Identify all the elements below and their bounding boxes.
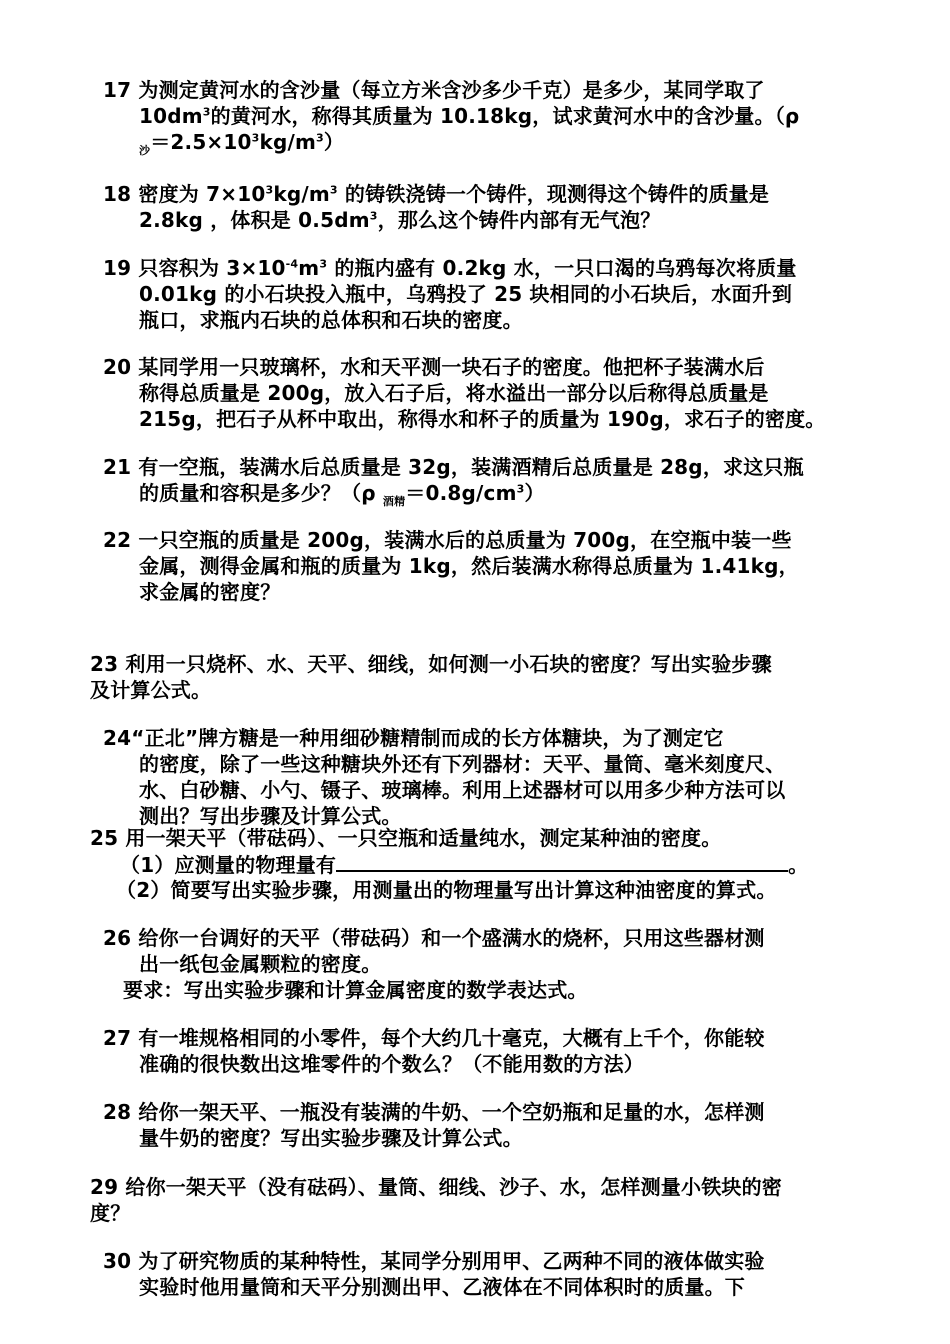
superscript: -4 bbox=[285, 257, 299, 271]
q18-line-2 bbox=[139, 208, 660, 232]
q28-line-2: 量牛奶的密度？写出实验步骤及计算公式。 bbox=[139, 1126, 523, 1150]
text: 18 密度为 7×10 bbox=[103, 182, 266, 206]
q17-line-2 bbox=[139, 104, 799, 128]
q19-line-3: 瓶口，求瓶内石块的总体积和石块的密度。 bbox=[139, 308, 523, 332]
q28-line-1: 28 给你一架天平、一瓶没有装满的牛奶、一个空奶瓶和足量的水，怎样测 bbox=[103, 1100, 765, 1124]
q24-line-3: 水、白砂糖、小勺、镊子、玻璃棒。利用上述器材可以用多少种方法可以 bbox=[139, 778, 786, 802]
q25-line-2 bbox=[120, 852, 808, 877]
text: 的质量和容积是多少？（ρ bbox=[139, 481, 383, 505]
superscript: 3 bbox=[516, 482, 525, 496]
answer-blank[interactable] bbox=[336, 852, 788, 872]
superscript: 3 bbox=[251, 131, 260, 145]
superscript: 3 bbox=[329, 183, 338, 197]
q20-line-2: 称得总质量是 200g，放入石子后，将水溢出一部分以后称得总质量是 bbox=[139, 381, 769, 405]
text: ＝0.8g/cm bbox=[405, 481, 517, 505]
text: ） bbox=[323, 130, 345, 154]
q30-line-1: 30 为了研究物质的某种特性，某同学分别用甲、乙两种不同的液体做实验 bbox=[103, 1249, 765, 1273]
q22-line-2: 金属，测得金属和瓶的质量为 1kg，然后装满水称得总质量为 1.41kg， bbox=[139, 554, 799, 578]
text: kg/m bbox=[259, 130, 317, 154]
text: 19 只容积为 3×10 bbox=[103, 256, 286, 280]
q21-line-1: 21 有一空瓶，装满水后总质量是 32g，装满酒精后总质量是 28g，求这只瓶 bbox=[103, 455, 804, 479]
q24-line-4: 测出？写出步骤及计算公式。 bbox=[139, 804, 402, 828]
text: ） bbox=[524, 481, 545, 505]
q23-line-1: 23 利用一只烧杯、水、天平、细线，如何测一小石块的密度？写出实验步骤 bbox=[90, 652, 772, 676]
q21-line-2 bbox=[139, 481, 545, 508]
q22-line-1: 22 一只空瓶的质量是 200g，装满水后的总质量为 700g，在空瓶中装一些 bbox=[103, 528, 792, 552]
q25-line-3: （2）简要写出实验步骤，用测量出的物理量写出计算这种油密度的算式。 bbox=[116, 878, 777, 902]
q27-line-2: 准确的很快数出这堆零件的个数么？（不能用数的方法） bbox=[139, 1052, 644, 1076]
q17-line-3 bbox=[139, 130, 345, 157]
text: 的黄河水，称得其质量为 10.18kg，试求黄河水中的含沙量。（ρ bbox=[210, 104, 800, 128]
text: ，那么这个铸件内部有无气泡？ bbox=[377, 208, 661, 232]
text: m bbox=[298, 256, 320, 280]
q23-line-2: 及计算公式。 bbox=[90, 678, 212, 702]
q18-line-1 bbox=[103, 182, 769, 206]
text: ＝2.5×10 bbox=[150, 130, 252, 154]
text: 10dm bbox=[139, 104, 203, 128]
q17-line-1: 17 为测定黄河水的含沙量（每立方米含沙多少千克）是多少，某同学取了 bbox=[103, 78, 765, 102]
q24-line-1: 24“正北”牌方糖是一种用细砂糖精制而成的长方体糖块，为了测定它 bbox=[103, 726, 724, 750]
q26-line-1: 26 给你一台调好的天平（带砝码）和一个盛满水的烧杯，只用这些器材测 bbox=[103, 926, 765, 950]
q26-line-2: 出一纸包金属颗粒的密度。 bbox=[139, 952, 382, 976]
text: kg/m bbox=[273, 182, 330, 206]
q24-line-2: 的密度，除了一些这种糖块外还有下列器材：天平、量筒、毫米刻度尺、 bbox=[139, 752, 786, 776]
text: 的瓶内盛有 0.2kg 水，一只口渴的乌鸦每次将质量 bbox=[327, 256, 797, 280]
q30-line-2: 实验时他用量筒和天平分别测出甲、乙液体在不同体积时的质量。下 bbox=[139, 1275, 745, 1299]
superscript: 3 bbox=[319, 257, 328, 271]
q22-line-3: 求金属的密度？ bbox=[139, 580, 281, 604]
text: 2.8kg ，体积是 0.5dm bbox=[139, 208, 370, 232]
q25-line-1: 25 用一架天平（带砝码）、一只空瓶和适量纯水，测定某种油的密度。 bbox=[90, 826, 722, 850]
q29-line-2: 度？ bbox=[90, 1201, 131, 1225]
superscript: 3 bbox=[316, 131, 324, 145]
q19-line-2: 0.01kg 的小石块投入瓶中，乌鸦投了 25 块相同的小石块后，水面升到 bbox=[139, 282, 793, 306]
q29-line-1: 29 给你一架天平（没有砝码）、量筒、细线、沙子、水，怎样测量小铁块的密 bbox=[90, 1175, 782, 1199]
text: （1）应测量的物理量有 bbox=[120, 853, 337, 877]
superscript: 3 bbox=[369, 209, 378, 223]
text: 。 bbox=[788, 853, 809, 877]
q20-line-1: 20 某同学用一只玻璃杯，水和天平测一块石子的密度。他把杯子装满水后 bbox=[103, 355, 765, 379]
text: 的铸铁浇铸一个铸件，现测得这个铸件的质量是 bbox=[337, 182, 770, 206]
superscript: 3 bbox=[265, 183, 274, 197]
q27-line-1: 27 有一堆规格相同的小零件，每个大约几十毫克，大概有上千个，你能较 bbox=[103, 1026, 765, 1050]
superscript: 3 bbox=[202, 105, 211, 119]
subscript: 酒精 bbox=[382, 495, 406, 508]
q20-line-3: 215g，把石子从杯中取出，称得水和杯子的质量为 190g，求石子的密度。 bbox=[139, 407, 826, 431]
q26-line-3: 要求：写出实验步骤和计算金属密度的数学表达式。 bbox=[123, 978, 588, 1002]
subscript: 沙 bbox=[139, 144, 151, 157]
q19-line-1 bbox=[103, 256, 797, 280]
